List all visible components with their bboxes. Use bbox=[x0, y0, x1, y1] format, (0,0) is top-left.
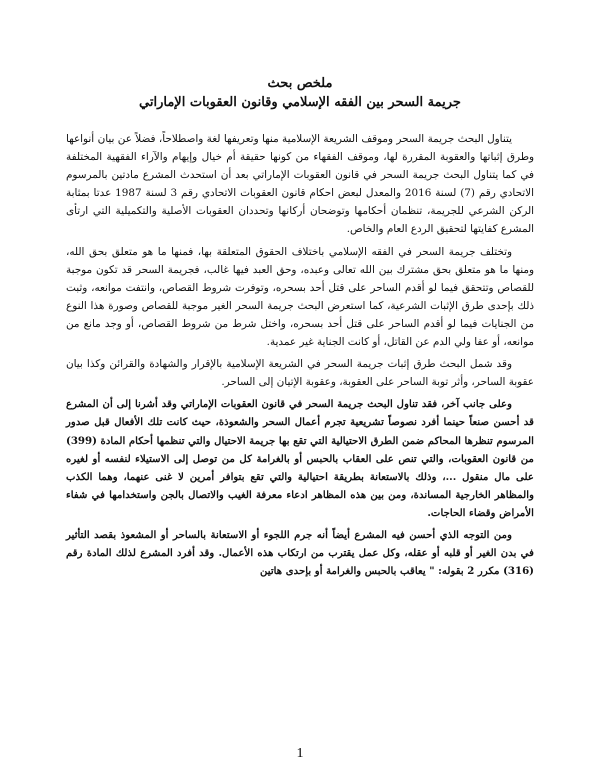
summary-label: ملخص بحث bbox=[267, 76, 333, 91]
paragraph-2: وتختلف جريمة السحر في الفقه الإسلامي باختلاف الحقوق المتعلقة بها، فمنها ما هو متعلق بحق الله، ومنها ما هو متعلق بحق مشترك بين الله تعالى وعبده، وحق العبد فيها غالب، فجريمة السحر قد تكون موجبة للقصاص وتتحقق فيما لو أقدم الساحر على قتل أحد بسحره، وتوفرت شروط القصاص، وانتفت موانعه، وثبت ذلك بإحدى طرق الإثبات الشرعية، كما استعرض البحث جريمة السحر الغير موجبة للقصاص وصورة هذا النوع من الجنايات فيما لو أقدم الساحر على قتل أحد بسحره، واختل شرط من شروط القصاص، أو وجد مانع من موانعه، أو عفا ولي الدم عن القاتل، أو كانت الجناية غير عمدية. bbox=[66, 245, 534, 349]
page-number: 1 bbox=[296, 746, 304, 761]
paragraph-3: وقد شمل البحث طرق إثبات جريمة السحر في الشريعة الإسلامية بالإقرار والشهادة والقرائن وكذا بيان عقوبة الساحر، وأثر توبة الساحر على العقوبة، وعقوبة الإتيان إلى الساحر. bbox=[66, 358, 534, 389]
document-title: جريمة السحر بين الفقه الإسلامي وقانون العقوبات الإماراتي bbox=[139, 95, 461, 110]
paragraph-5: ومن التوجه الذي أحسن فيه المشرع أيضاً أنه جرم اللجوء أو الاستعانة بالساحر أو المشعوذ بقصد التأثير في بدن الغير أو قلبه أو عقله، وكل عمل يقترب من ارتكاب هذه الأعمال. وقد أفرد المشرع لذلك المادة رقم (316) مكرر 2 بقوله: " يعاقب بالحبس والغرامة أو بإحدى هاتين bbox=[66, 528, 534, 578]
paragraph-1: يتناول البحث جريمة السحر وموقف الشريعة الإسلامية منها وتعريفها لغة واصطلاحاً، فضلاً عن بيان أنواعها وطرق إثباتها والعقوبة المقررة لها، وموقف الفقهاء من كونها حقيقة أم خيال وإيهام والآراء الفقهية المختلفة في كما يتناول البحث جريمة السحر في قانون العقوبات الإماراتي بعد أن استحدث المشرع مادتين بالمرسوم الاتحادي رقم (7) لسنة 2016 والمعدل لبعض احكام قانون العقوبات الاتحادي رقم 3 لسنة 1987 عدتا بمثابة الركن الشرعي للجريمة، تنظمان أحكامها وتوضحان أركانها وتحددان العقوبات الأصلية والتكميلية التي ارتأى المشرع كفايتها لتحقيق الردع العام والخاص. bbox=[66, 133, 534, 236]
paragraph-4: وعلى جانب آخر، فقد تناول البحث جريمة السحر في قانون العقوبات الإماراتي وقد أشرنا إلى أن المشرع قد أحسن صنعاً حينما أفرد نصوصاً تشريعية تجرم أعمال السحر والشعوذة، حيث كانت تلك الأفعال قبل صدور المرسوم تنظرها المحاكم ضمن الطرق الاحتيالية التي تقع بها جريمة الاحتيال والتي تنظمها أحكام المادة (399) من قانون العقوبات، والتي تنص على العقاب بالحبس أو بالغرامة كل من توصل إلى الاستيلاء لنفسه أو لغيره على مال منقول ...، وذلك بالاستعانة بطريقة احتيالية والتي تقع بتوافر أمرين لا غنى عنهما، وهما الكذب والمظاهر الخارجية المساندة، ومن بين هذه المظاهر ادعاء معرفة الغيب والاتصال بالجن واستخدامها في شفاء الأمراض وقضاء الحاجات. bbox=[66, 398, 534, 519]
